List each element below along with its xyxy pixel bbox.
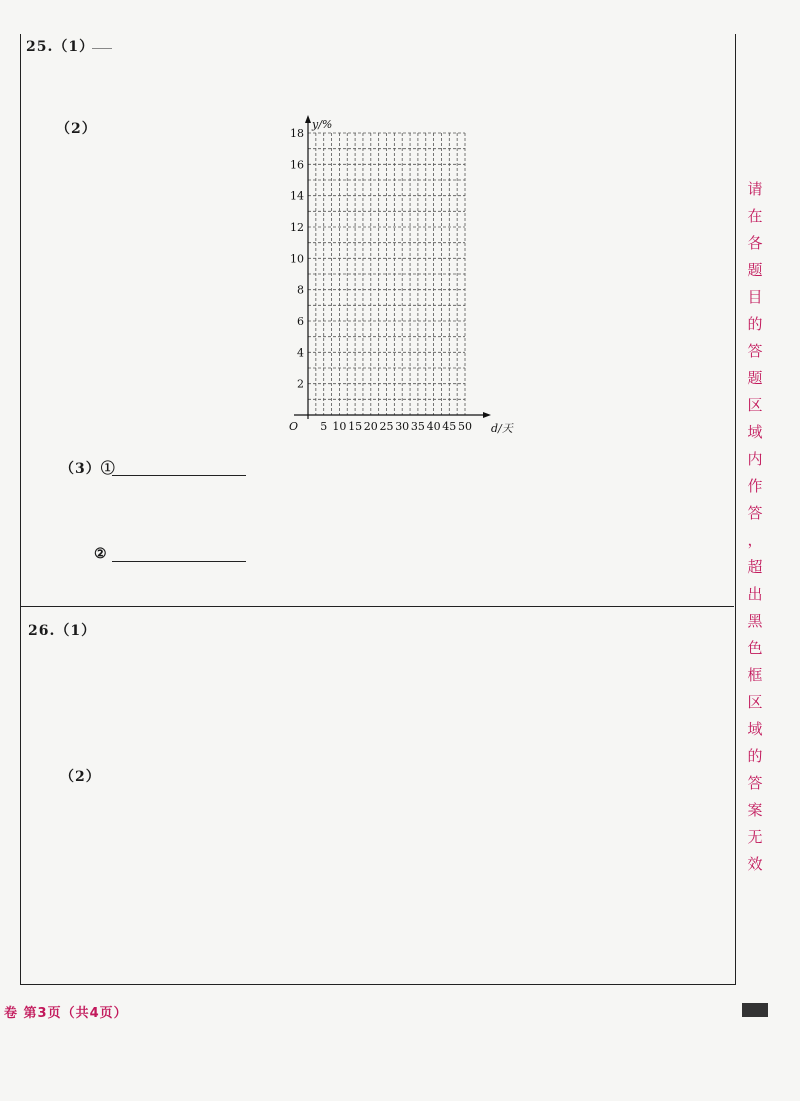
x-tick-label: 40 [426, 420, 441, 433]
q25-part3-blank-1[interactable] [112, 475, 246, 476]
y-tick-label: 18 [290, 127, 304, 140]
y-tick-label: 4 [297, 346, 304, 360]
notice-char: 无 [747, 828, 763, 846]
notice-char: ， [747, 531, 763, 549]
y-tick-label: 12 [290, 221, 304, 234]
q25-part2-label: （2） [56, 121, 97, 137]
q26-part1-label: 26.（1） [28, 623, 97, 639]
x-tick-label: 45 [442, 420, 457, 433]
notice-char: 作 [747, 477, 763, 495]
y-tick-label: 8 [297, 283, 304, 297]
notice-char: 题 [747, 261, 763, 279]
notice-char: 题 [747, 369, 763, 387]
notice-char: 在 [747, 207, 763, 225]
question-divider [20, 606, 734, 607]
notice-char: 黑 [747, 612, 763, 630]
notice-char: 域 [747, 720, 763, 738]
x-tick-label: 30 [395, 420, 410, 433]
y-tick-label: 16 [290, 158, 304, 172]
notice-char: 超 [747, 558, 763, 576]
y-axis-label: y/% [312, 118, 333, 131]
answer-grid-chart[interactable] [280, 112, 513, 442]
notice-char: 域 [747, 423, 763, 441]
y-tick-label: 14 [290, 189, 304, 203]
x-tick-label: 20 [363, 420, 378, 433]
origin-label: O [288, 420, 298, 433]
alignment-mark [742, 1003, 768, 1017]
notice-char: 请 [747, 180, 763, 198]
q25-part1-answer-blank[interactable] [92, 48, 112, 49]
notice-char: 目 [747, 288, 763, 306]
notice-char: 区 [747, 693, 763, 711]
notice-char: 内 [747, 450, 763, 468]
y-axis-arrow [305, 115, 311, 123]
q25-part3-sub2-label: ② [94, 546, 108, 562]
q25-part3-label: （3）① [60, 461, 116, 477]
x-axis-arrow [483, 412, 491, 418]
x-tick-label: 10 [332, 420, 347, 433]
notice-char: 案 [747, 801, 763, 819]
x-tick-label: 5 [320, 420, 328, 433]
notice-char: 的 [747, 315, 763, 333]
notice-char: 效 [747, 855, 763, 873]
x-axis-label: d/天 [491, 422, 513, 435]
notice-char: 答 [747, 774, 763, 792]
x-tick-label: 50 [458, 420, 472, 433]
notice-char: 的 [747, 747, 763, 765]
page-footer: 卷 第3页（共4页） [4, 1006, 128, 1021]
y-tick-label: 2 [297, 377, 304, 391]
grid-chart-svg [280, 112, 513, 442]
notice-char: 各 [747, 234, 763, 252]
y-tick-label: 10 [290, 252, 304, 266]
q25-part3-blank-2[interactable] [112, 561, 246, 562]
notice-char: 区 [747, 396, 763, 414]
q25-part1-label: 25.（1） [26, 39, 95, 55]
q26-part2-label: （2） [60, 769, 101, 785]
x-tick-label: 25 [379, 420, 394, 433]
y-tick-label: 6 [297, 315, 304, 328]
notice-char: 色 [747, 639, 763, 657]
notice-char: 答 [747, 342, 763, 360]
notice-char: 出 [747, 585, 763, 603]
notice-char: 框 [747, 666, 763, 684]
x-tick-label: 35 [410, 420, 425, 433]
notice-char: 答 [747, 504, 763, 522]
x-tick-label: 15 [348, 420, 363, 433]
answer-area-notice [742, 176, 768, 878]
